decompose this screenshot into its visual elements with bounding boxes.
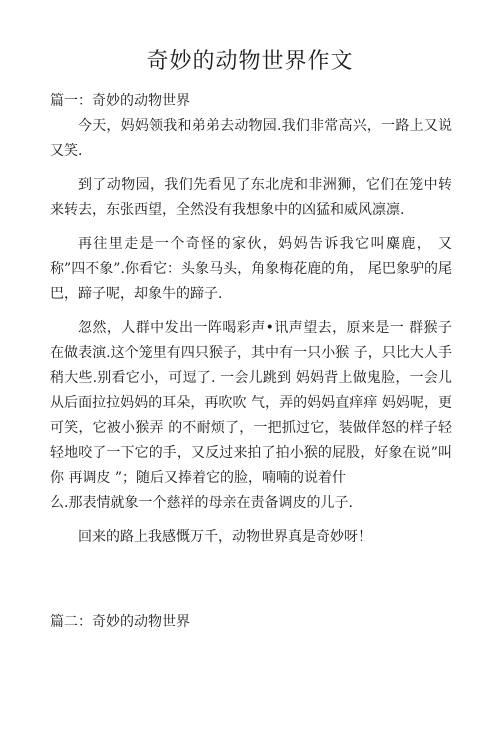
paragraph: 到了动物园，我们先看见了东北虎和非洲狮，它们在笼中转来转去，东张西望，全然没有我想象中的凶猛和威风凛凛.	[50, 177, 452, 218]
section-heading-2: 篇二：奇妙的动物世界	[50, 614, 190, 630]
paragraph: 忽然，人群中发出一阵喝彩声•讯声望去，原来是一 群猴子在做表演.这个笼里有四只猴子，其中有一只小猴 子，只比大人手稍大些.别看它小，可逗了. 一会儿跳到 妈妈背上做鬼脸，一会儿从后面拉拉妈妈的耳朵，再吹吹 气，弄的妈妈直痒痒 妈妈呢，更可笑，它被小猴弄 的不耐烦了，一把抓过它，装做佯怒的样子轻轻地咬了一下它的手，又反过来拍了拍小猴的屁股，好象在说”叫你 再调皮 ”；随后又捧着它的脸，喃喃的说着什	[50, 320, 452, 486]
document-title: 奇妙的动物世界作文	[146, 49, 354, 74]
section-body-1	[50, 114, 452, 559]
section-heading-1: 篇一：奇妙的动物世界	[50, 93, 190, 109]
paragraph: 再往里走是一个奇怪的家伙，妈妈告诉我它叫麋鹿， 又称”四不象”.你看它：头象马头，角象梅花鹿的角， 尾巴象驴的尾巴，蹄子呢，却象牛的蹄子.	[50, 236, 452, 302]
paragraph: 么.那表情就象一个慈祥的母亲在责备调皮的儿子.	[50, 495, 353, 511]
paragraph: 今天，妈妈领我和弟弟去动物园.我们非常高兴，一路上又说又笑.	[50, 118, 452, 159]
paragraph: 回来的路上我感慨万千，动物世界真是奇妙呀！	[78, 529, 372, 545]
